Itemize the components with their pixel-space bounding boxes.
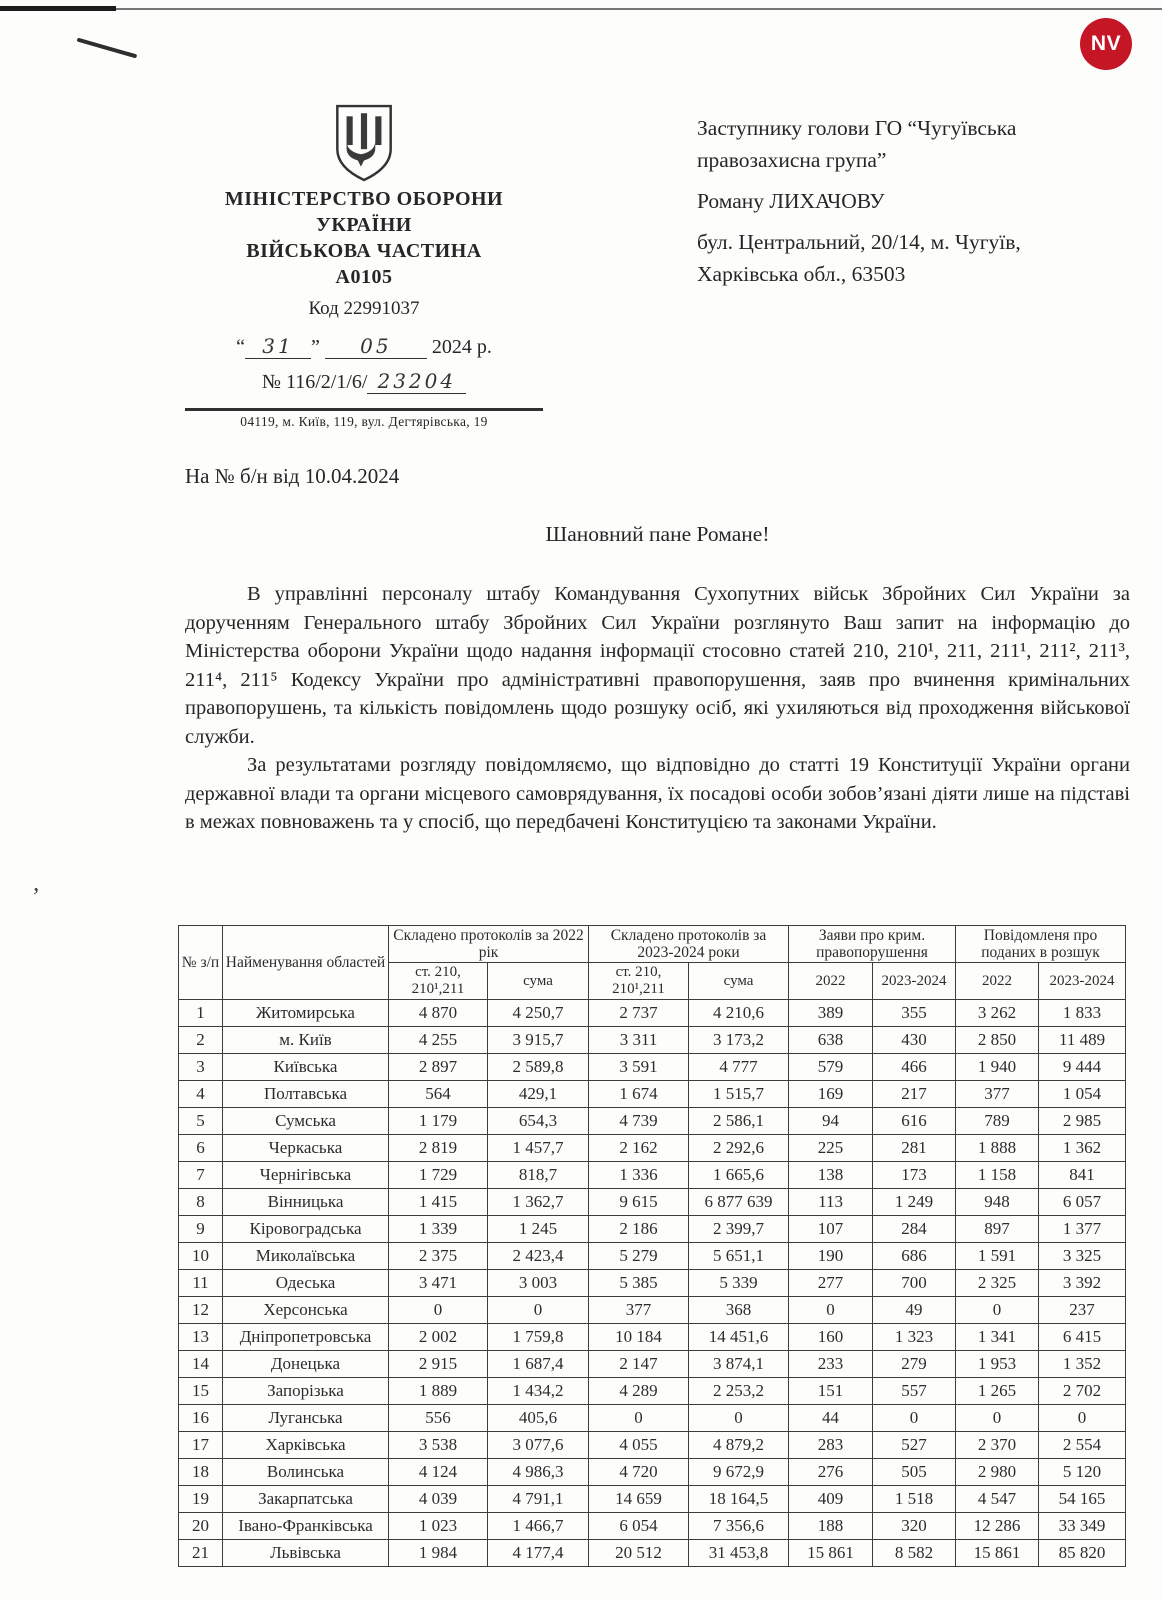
value-cell: 160 bbox=[789, 1324, 873, 1351]
value-cell: 429,1 bbox=[488, 1081, 589, 1108]
region-name-cell: Запорізька bbox=[223, 1378, 389, 1405]
military-unit-number: А0105 bbox=[335, 266, 393, 288]
value-cell: 0 bbox=[589, 1405, 689, 1432]
value-cell: 1 339 bbox=[389, 1216, 488, 1243]
region-name-cell: Вінницька bbox=[223, 1189, 389, 1216]
header-protocols-2023-2024: Складено протоколів за 2023-2024 роки bbox=[589, 926, 789, 963]
value-cell: 2 002 bbox=[389, 1324, 488, 1351]
value-cell: 700 bbox=[873, 1270, 956, 1297]
value-cell: 14 659 bbox=[589, 1486, 689, 1513]
value-cell: 564 bbox=[389, 1081, 488, 1108]
region-name-cell: Закарпатська bbox=[223, 1486, 389, 1513]
row-number-cell: 18 bbox=[179, 1459, 223, 1486]
value-cell: 1 352 bbox=[1039, 1351, 1126, 1378]
region-name-cell: Волинська bbox=[223, 1459, 389, 1486]
table-row bbox=[179, 1513, 1126, 1540]
recipient-block bbox=[697, 112, 1127, 290]
table-row bbox=[179, 1405, 1126, 1432]
value-cell: 4 289 bbox=[589, 1378, 689, 1405]
header-protocols-2022: Складено протоколів за 2022 рік bbox=[389, 926, 589, 963]
value-cell: 1 687,4 bbox=[488, 1351, 589, 1378]
value-cell: 9 672,9 bbox=[689, 1459, 789, 1486]
row-number-cell: 20 bbox=[179, 1513, 223, 1540]
value-cell: 9 615 bbox=[589, 1189, 689, 1216]
value-cell: 4 124 bbox=[389, 1459, 488, 1486]
value-cell: 9 444 bbox=[1039, 1054, 1126, 1081]
value-cell: 2 554 bbox=[1039, 1432, 1126, 1459]
value-cell: 579 bbox=[789, 1054, 873, 1081]
value-cell: 4 039 bbox=[389, 1486, 488, 1513]
header-region: Найменування областей bbox=[223, 926, 389, 1000]
value-cell: 897 bbox=[956, 1216, 1039, 1243]
value-cell: 4 870 bbox=[389, 1000, 488, 1027]
value-cell: 0 bbox=[389, 1297, 488, 1324]
subheader-suma-2022: сума bbox=[488, 963, 589, 1000]
row-number-cell: 4 bbox=[179, 1081, 223, 1108]
body-paragraph-2: За результатами розгляду повідомляємо, що відповідно до статті 19 Конституції України органи державної влади та органи місцевого самоврядування, їх посадові особи зобов’язані діяти лише на підставі в межах повноважень та у спосіб, що передбачені Конституцією та законами України. bbox=[185, 754, 1130, 833]
value-cell: 355 bbox=[873, 1000, 956, 1027]
region-name-cell: Чернігівська bbox=[223, 1162, 389, 1189]
table-row bbox=[179, 1378, 1126, 1405]
value-cell: 6 054 bbox=[589, 1513, 689, 1540]
value-cell: 20 512 bbox=[589, 1540, 689, 1567]
region-name-cell: м. Київ bbox=[223, 1027, 389, 1054]
value-cell: 556 bbox=[389, 1405, 488, 1432]
sender-address: 04119, м. Київ, 119, вул. Дегтярівська, 19 bbox=[240, 414, 488, 429]
scan-edge-line-thick bbox=[0, 6, 116, 11]
value-cell: 616 bbox=[873, 1108, 956, 1135]
value-cell: 377 bbox=[956, 1081, 1039, 1108]
value-cell: 4 777 bbox=[689, 1054, 789, 1081]
table-header-group-row bbox=[179, 926, 1126, 963]
document-number-line bbox=[173, 369, 555, 394]
subheader-wanted-2022: 2022 bbox=[956, 963, 1039, 1000]
nv-logo-label: NV bbox=[1090, 32, 1122, 55]
value-cell: 2 897 bbox=[389, 1054, 488, 1081]
org-code: Код 22991037 bbox=[308, 298, 420, 319]
table-row bbox=[179, 1486, 1126, 1513]
region-name-cell: Дніпропетровська bbox=[223, 1324, 389, 1351]
value-cell: 320 bbox=[873, 1513, 956, 1540]
value-cell: 2 253,2 bbox=[689, 1378, 789, 1405]
date-month-handwritten: 05 bbox=[325, 334, 427, 359]
value-cell: 2 399,7 bbox=[689, 1216, 789, 1243]
sender-letterhead bbox=[173, 104, 555, 430]
value-cell: 2 702 bbox=[1039, 1378, 1126, 1405]
value-cell: 1 759,8 bbox=[488, 1324, 589, 1351]
subheader-claims-2023: 2023-2024 bbox=[873, 963, 956, 1000]
value-cell: 1 674 bbox=[589, 1081, 689, 1108]
value-cell: 33 349 bbox=[1039, 1513, 1126, 1540]
stray-ink-mark: ’ bbox=[32, 884, 40, 910]
table-row bbox=[179, 1162, 1126, 1189]
region-name-cell: Одеська bbox=[223, 1270, 389, 1297]
recipient-name: Роману ЛИХАЧОВУ bbox=[697, 189, 885, 213]
body-paragraph-1: В управлінні персоналу штабу Командування Сухопутних військ Збройних Сил України за дорученням Генерального штабу Збройних Сил України розглянуто Ваш запит на інформацію до Міністерства оборони України щодо надання інформації стосовно статей 210, 210¹, 211, 211¹, 211², 211³, 211⁴, 211⁵ Кодексу України про адміністративні правопорушення, заяв про вчинення кримінальних правопорушень, та кількість повідомлень щодо розшуку осіб, які ухиляються від проходження військової служби. bbox=[185, 583, 1130, 748]
value-cell: 190 bbox=[789, 1243, 873, 1270]
value-cell: 0 bbox=[873, 1405, 956, 1432]
value-cell: 1 888 bbox=[956, 1135, 1039, 1162]
value-cell: 3 591 bbox=[589, 1054, 689, 1081]
value-cell: 18 164,5 bbox=[689, 1486, 789, 1513]
value-cell: 169 bbox=[789, 1081, 873, 1108]
value-cell: 276 bbox=[789, 1459, 873, 1486]
value-cell: 4 255 bbox=[389, 1027, 488, 1054]
value-cell: 4 739 bbox=[589, 1108, 689, 1135]
table-row bbox=[179, 1216, 1126, 1243]
value-cell: 6 057 bbox=[1039, 1189, 1126, 1216]
value-cell: 654,3 bbox=[488, 1108, 589, 1135]
row-number-cell: 6 bbox=[179, 1135, 223, 1162]
row-number-cell: 16 bbox=[179, 1405, 223, 1432]
date-close-quote: ” bbox=[311, 336, 320, 358]
table-row bbox=[179, 1432, 1126, 1459]
value-cell: 1 323 bbox=[873, 1324, 956, 1351]
value-cell: 466 bbox=[873, 1054, 956, 1081]
value-cell: 1 054 bbox=[1039, 1081, 1126, 1108]
value-cell: 1 179 bbox=[389, 1108, 488, 1135]
row-number-cell: 11 bbox=[179, 1270, 223, 1297]
value-cell: 2 586,1 bbox=[689, 1108, 789, 1135]
table-row bbox=[179, 1081, 1126, 1108]
org-name-line2: УКРАЇНИ bbox=[316, 214, 412, 236]
value-cell: 4 210,6 bbox=[689, 1000, 789, 1027]
value-cell: 377 bbox=[589, 1297, 689, 1324]
letter-body bbox=[185, 580, 1130, 837]
value-cell: 5 385 bbox=[589, 1270, 689, 1297]
document-date-line bbox=[173, 334, 555, 359]
value-cell: 44 bbox=[789, 1405, 873, 1432]
row-number-cell: 19 bbox=[179, 1486, 223, 1513]
value-cell: 2 589,8 bbox=[488, 1054, 589, 1081]
value-cell: 233 bbox=[789, 1351, 873, 1378]
value-cell: 1 336 bbox=[589, 1162, 689, 1189]
scan-edge-line-thin bbox=[116, 8, 1162, 10]
header-criminal-claims: Заяви про крим. правопорушення bbox=[789, 926, 956, 963]
value-cell: 527 bbox=[873, 1432, 956, 1459]
row-number-cell: 3 bbox=[179, 1054, 223, 1081]
subheader-wanted-2023: 2023-2024 bbox=[1039, 963, 1126, 1000]
region-name-cell: Сумська bbox=[223, 1108, 389, 1135]
value-cell: 5 279 bbox=[589, 1243, 689, 1270]
value-cell: 279 bbox=[873, 1351, 956, 1378]
region-name-cell: Херсонська bbox=[223, 1297, 389, 1324]
subheader-st210-2022: ст. 210, 210¹,211 bbox=[389, 963, 488, 1000]
value-cell: 2 819 bbox=[389, 1135, 488, 1162]
value-cell: 0 bbox=[689, 1405, 789, 1432]
value-cell: 1 362 bbox=[1039, 1135, 1126, 1162]
value-cell: 2 325 bbox=[956, 1270, 1039, 1297]
value-cell: 2 186 bbox=[589, 1216, 689, 1243]
region-name-cell: Луганська bbox=[223, 1405, 389, 1432]
value-cell: 2 292,6 bbox=[689, 1135, 789, 1162]
value-cell: 151 bbox=[789, 1378, 873, 1405]
value-cell: 4 720 bbox=[589, 1459, 689, 1486]
value-cell: 1 249 bbox=[873, 1189, 956, 1216]
row-number-cell: 14 bbox=[179, 1351, 223, 1378]
row-number-cell: 15 bbox=[179, 1378, 223, 1405]
value-cell: 557 bbox=[873, 1378, 956, 1405]
value-cell: 2 985 bbox=[1039, 1108, 1126, 1135]
ukraine-trident-emblem-icon bbox=[333, 104, 395, 182]
table-row bbox=[179, 1297, 1126, 1324]
value-cell: 4 791,1 bbox=[488, 1486, 589, 1513]
row-number-cell: 2 bbox=[179, 1027, 223, 1054]
value-cell: 173 bbox=[873, 1162, 956, 1189]
value-cell: 405,6 bbox=[488, 1405, 589, 1432]
value-cell: 3 262 bbox=[956, 1000, 1039, 1027]
value-cell: 1 341 bbox=[956, 1324, 1039, 1351]
region-name-cell: Івано-Франківська bbox=[223, 1513, 389, 1540]
region-name-cell: Полтавська bbox=[223, 1081, 389, 1108]
value-cell: 686 bbox=[873, 1243, 956, 1270]
value-cell: 0 bbox=[789, 1297, 873, 1324]
row-number-cell: 13 bbox=[179, 1324, 223, 1351]
statistics-table bbox=[178, 925, 1126, 1567]
value-cell: 5 651,1 bbox=[689, 1243, 789, 1270]
salutation: Шановний пане Романе! bbox=[545, 522, 770, 546]
recipient-line1: Заступнику голови ГО “Чугуївська bbox=[697, 116, 1017, 140]
value-cell: 138 bbox=[789, 1162, 873, 1189]
value-cell: 188 bbox=[789, 1513, 873, 1540]
value-cell: 3 392 bbox=[1039, 1270, 1126, 1297]
value-cell: 2 423,4 bbox=[488, 1243, 589, 1270]
value-cell: 4 055 bbox=[589, 1432, 689, 1459]
row-number-cell: 17 bbox=[179, 1432, 223, 1459]
value-cell: 2 147 bbox=[589, 1351, 689, 1378]
reference-line: На № б/н від 10.04.2024 bbox=[185, 464, 400, 488]
table-row bbox=[179, 1108, 1126, 1135]
value-cell: 1 362,7 bbox=[488, 1189, 589, 1216]
value-cell: 94 bbox=[789, 1108, 873, 1135]
subheader-suma-2023: сума bbox=[689, 963, 789, 1000]
value-cell: 277 bbox=[789, 1270, 873, 1297]
value-cell: 0 bbox=[488, 1297, 589, 1324]
value-cell: 4 879,2 bbox=[689, 1432, 789, 1459]
value-cell: 1 434,2 bbox=[488, 1378, 589, 1405]
value-cell: 8 582 bbox=[873, 1540, 956, 1567]
table-body bbox=[179, 1000, 1126, 1567]
value-cell: 1 833 bbox=[1039, 1000, 1126, 1027]
document-number-handwritten: 23204 bbox=[367, 369, 466, 394]
date-year: 2024 р. bbox=[431, 336, 492, 358]
value-cell: 430 bbox=[873, 1027, 956, 1054]
row-number-cell: 5 bbox=[179, 1108, 223, 1135]
value-cell: 841 bbox=[1039, 1162, 1126, 1189]
value-cell: 1 415 bbox=[389, 1189, 488, 1216]
value-cell: 15 861 bbox=[956, 1540, 1039, 1567]
table-row bbox=[179, 1054, 1126, 1081]
value-cell: 31 453,8 bbox=[689, 1540, 789, 1567]
region-name-cell: Київська bbox=[223, 1054, 389, 1081]
value-cell: 1 158 bbox=[956, 1162, 1039, 1189]
value-cell: 6 415 bbox=[1039, 1324, 1126, 1351]
table-row bbox=[179, 1351, 1126, 1378]
value-cell: 11 489 bbox=[1039, 1027, 1126, 1054]
value-cell: 0 bbox=[1039, 1405, 1126, 1432]
row-number-cell: 12 bbox=[179, 1297, 223, 1324]
value-cell: 54 165 bbox=[1039, 1486, 1126, 1513]
table-row bbox=[179, 1189, 1126, 1216]
value-cell: 237 bbox=[1039, 1297, 1126, 1324]
value-cell: 3 003 bbox=[488, 1270, 589, 1297]
header-wanted-notices: Повідомленя про поданих в розшук bbox=[956, 926, 1126, 963]
value-cell: 1 984 bbox=[389, 1540, 488, 1567]
value-cell: 1 729 bbox=[389, 1162, 488, 1189]
value-cell: 4 250,7 bbox=[488, 1000, 589, 1027]
org-name-line1: МІНІСТЕРСТВО ОБОРОНИ bbox=[224, 188, 504, 210]
header-row-number: № з/п bbox=[179, 926, 223, 1000]
value-cell: 4 986,3 bbox=[488, 1459, 589, 1486]
value-cell: 107 bbox=[789, 1216, 873, 1243]
value-cell: 1 665,6 bbox=[689, 1162, 789, 1189]
region-name-cell: Харківська bbox=[223, 1432, 389, 1459]
row-number-cell: 1 bbox=[179, 1000, 223, 1027]
table-row bbox=[179, 1459, 1126, 1486]
value-cell: 14 451,6 bbox=[689, 1324, 789, 1351]
table-row bbox=[179, 1270, 1126, 1297]
value-cell: 3 915,7 bbox=[488, 1027, 589, 1054]
recipient-region: Харківська обл., 63503 bbox=[697, 262, 906, 286]
value-cell: 3 173,2 bbox=[689, 1027, 789, 1054]
value-cell: 113 bbox=[789, 1189, 873, 1216]
org-name-line3: ВІЙСЬКОВА ЧАСТИНА bbox=[246, 240, 482, 262]
value-cell: 1 023 bbox=[389, 1513, 488, 1540]
letterhead-divider bbox=[185, 408, 543, 411]
region-name-cell: Черкаська bbox=[223, 1135, 389, 1162]
value-cell: 225 bbox=[789, 1135, 873, 1162]
value-cell: 2 737 bbox=[589, 1000, 689, 1027]
value-cell: 10 184 bbox=[589, 1324, 689, 1351]
value-cell: 1 265 bbox=[956, 1378, 1039, 1405]
value-cell: 2 980 bbox=[956, 1459, 1039, 1486]
row-number-cell: 7 bbox=[179, 1162, 223, 1189]
table-row bbox=[179, 1324, 1126, 1351]
row-number-cell: 8 bbox=[179, 1189, 223, 1216]
value-cell: 948 bbox=[956, 1189, 1039, 1216]
value-cell: 1 518 bbox=[873, 1486, 956, 1513]
value-cell: 1 466,7 bbox=[488, 1513, 589, 1540]
region-name-cell: Кіровоградська bbox=[223, 1216, 389, 1243]
value-cell: 1 940 bbox=[956, 1054, 1039, 1081]
date-day-handwritten: 31 bbox=[245, 334, 311, 359]
value-cell: 4 177,4 bbox=[488, 1540, 589, 1567]
table-row bbox=[179, 1000, 1126, 1027]
value-cell: 217 bbox=[873, 1081, 956, 1108]
region-name-cell: Житомирська bbox=[223, 1000, 389, 1027]
table-row bbox=[179, 1027, 1126, 1054]
value-cell: 1 245 bbox=[488, 1216, 589, 1243]
subheader-claims-2022: 2022 bbox=[789, 963, 873, 1000]
value-cell: 0 bbox=[956, 1297, 1039, 1324]
value-cell: 818,7 bbox=[488, 1162, 589, 1189]
value-cell: 0 bbox=[956, 1405, 1039, 1432]
recipient-line2: правозахисна група” bbox=[697, 148, 887, 172]
value-cell: 1 457,7 bbox=[488, 1135, 589, 1162]
value-cell: 6 877 639 bbox=[689, 1189, 789, 1216]
value-cell: 4 547 bbox=[956, 1486, 1039, 1513]
value-cell: 1 591 bbox=[956, 1243, 1039, 1270]
value-cell: 2 850 bbox=[956, 1027, 1039, 1054]
regions-statistics-table bbox=[178, 925, 1126, 1567]
row-number-cell: 9 bbox=[179, 1216, 223, 1243]
value-cell: 789 bbox=[956, 1108, 1039, 1135]
value-cell: 85 820 bbox=[1039, 1540, 1126, 1567]
value-cell: 1 515,7 bbox=[689, 1081, 789, 1108]
value-cell: 3 538 bbox=[389, 1432, 488, 1459]
table-row bbox=[179, 1540, 1126, 1567]
row-number-cell: 10 bbox=[179, 1243, 223, 1270]
subheader-st210-2023: ст. 210, 210¹,211 bbox=[589, 963, 689, 1000]
value-cell: 389 bbox=[789, 1000, 873, 1027]
value-cell: 12 286 bbox=[956, 1513, 1039, 1540]
value-cell: 638 bbox=[789, 1027, 873, 1054]
table-row bbox=[179, 1243, 1126, 1270]
value-cell: 15 861 bbox=[789, 1540, 873, 1567]
value-cell: 3 077,6 bbox=[488, 1432, 589, 1459]
value-cell: 2 915 bbox=[389, 1351, 488, 1378]
value-cell: 3 311 bbox=[589, 1027, 689, 1054]
value-cell: 5 339 bbox=[689, 1270, 789, 1297]
value-cell: 3 471 bbox=[389, 1270, 488, 1297]
value-cell: 49 bbox=[873, 1297, 956, 1324]
value-cell: 1 953 bbox=[956, 1351, 1039, 1378]
table-row bbox=[179, 1135, 1126, 1162]
value-cell: 2 162 bbox=[589, 1135, 689, 1162]
nv-logo-badge bbox=[1080, 18, 1132, 70]
value-cell: 2 375 bbox=[389, 1243, 488, 1270]
value-cell: 1 377 bbox=[1039, 1216, 1126, 1243]
value-cell: 505 bbox=[873, 1459, 956, 1486]
value-cell: 5 120 bbox=[1039, 1459, 1126, 1486]
row-number-cell: 21 bbox=[179, 1540, 223, 1567]
value-cell: 2 370 bbox=[956, 1432, 1039, 1459]
value-cell: 283 bbox=[789, 1432, 873, 1459]
region-name-cell: Донецька bbox=[223, 1351, 389, 1378]
recipient-street: бул. Центральний, 20/14, м. Чугуїв, bbox=[697, 230, 1021, 254]
value-cell: 3 325 bbox=[1039, 1243, 1126, 1270]
document-number-prefix: № 116/2/1/6/ bbox=[261, 371, 368, 393]
value-cell: 281 bbox=[873, 1135, 956, 1162]
value-cell: 368 bbox=[689, 1297, 789, 1324]
value-cell: 3 874,1 bbox=[689, 1351, 789, 1378]
date-open-quote: “ bbox=[236, 336, 245, 358]
value-cell: 7 356,6 bbox=[689, 1513, 789, 1540]
value-cell: 1 889 bbox=[389, 1378, 488, 1405]
value-cell: 284 bbox=[873, 1216, 956, 1243]
region-name-cell: Львівська bbox=[223, 1540, 389, 1567]
pen-stroke-mark bbox=[77, 38, 138, 58]
region-name-cell: Миколаївська bbox=[223, 1243, 389, 1270]
value-cell: 409 bbox=[789, 1486, 873, 1513]
